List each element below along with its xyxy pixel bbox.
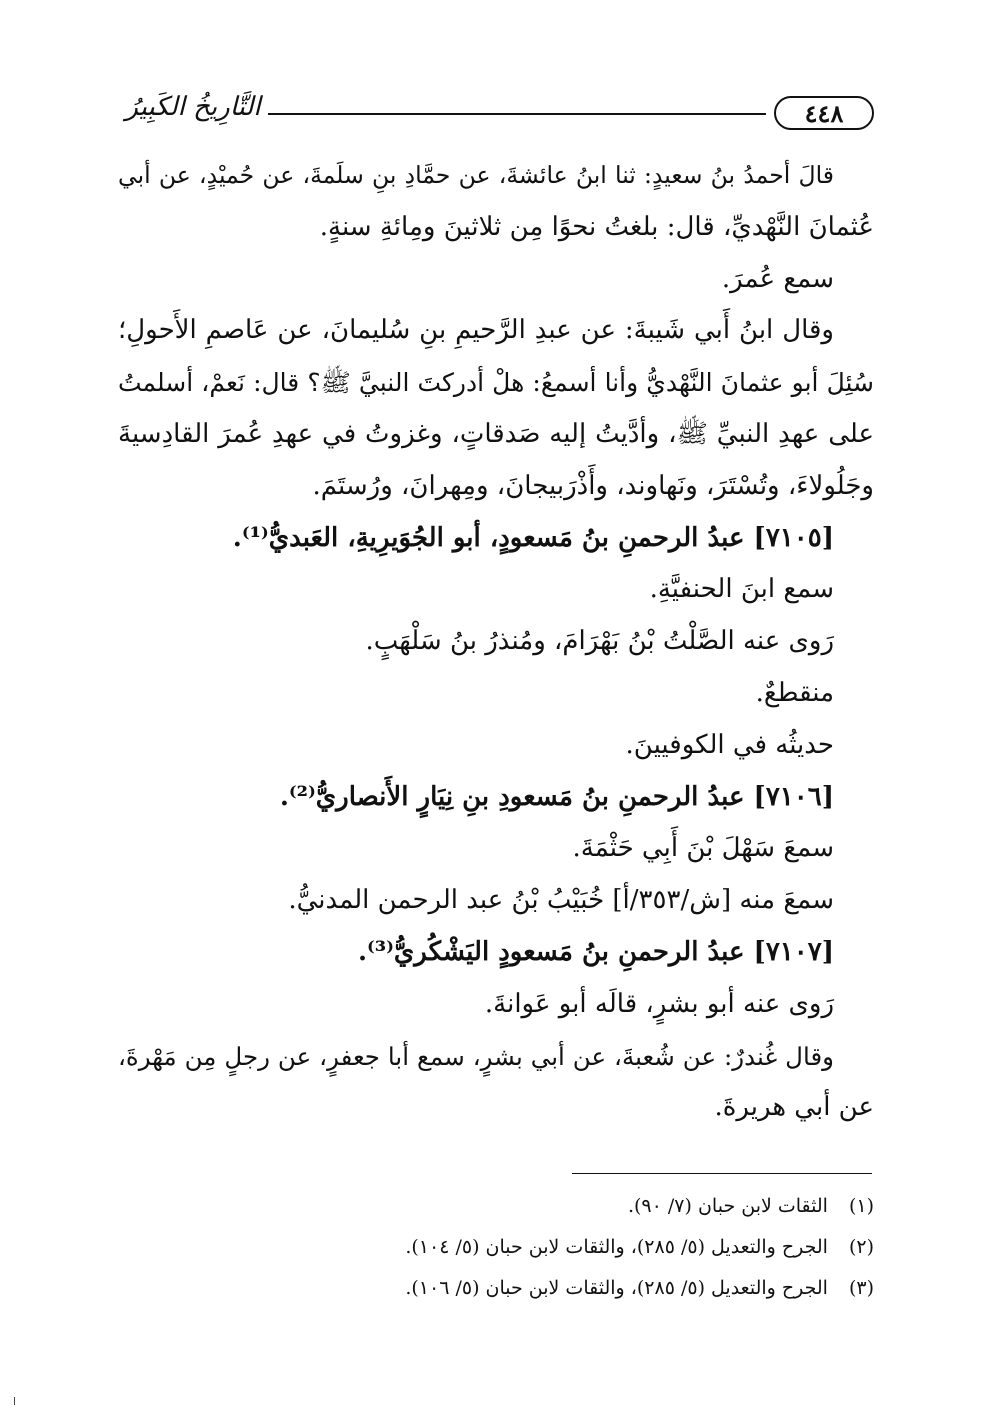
footnote-text: الثقات لابن حبان (٧/ ٩٠).	[627, 1195, 828, 1217]
footnote-mark: (٢)	[848, 1236, 874, 1258]
text-line: على عهدِ النبيِّ ﷺ، وأدَّيتُ إليه صَدقاتٍ، وغزوتُ في عهدِ عُمرَ القادِسيةَ	[118, 418, 874, 449]
scan-edge-mark	[14, 1397, 15, 1405]
text-line: رَوى عنه أبو بشرٍ، قالَه أبو عَوانةَ.	[484, 988, 834, 1019]
text-line: سمع ابنَ الحنفيَّةِ.	[649, 574, 834, 605]
text-line: سُئِلَ أبو عثمانَ النَّهْديُّ وأنا أسمعُ: هلْ أدركتَ النبيَّ ﷺ؟ قال: نَعمْ، أسلمتُ	[118, 368, 874, 398]
text-line: سمعَ سَهْلَ بْنَ أَبِي حَثْمَةَ.	[572, 833, 834, 864]
text-line: وقال ابنُ أَبي شَيبةَ: عن عبدِ الرَّحيمِ بنِ سُليمانَ، عن عَاصمِ الأَحولِ؛	[118, 315, 834, 346]
footnote-item	[118, 1186, 874, 1227]
footnote-item	[118, 1268, 874, 1309]
text-line: حديثُه في الكوفيينَ.	[625, 729, 834, 760]
header-rule	[268, 113, 766, 115]
main-text	[118, 150, 874, 1134]
book-title: التَّارِيخُ الكَبِيرُ	[125, 92, 261, 122]
text-line: عُثمانَ النَّهْديِّ، قال: بلغتُ نحوًا مِن ثلاثينَ ومِائةِ سنةٍ.	[319, 211, 874, 242]
text-line: سمع عُمرَ.	[721, 263, 834, 294]
footnotes	[118, 1186, 874, 1309]
footnote-item	[118, 1227, 874, 1268]
entry-heading-7105: [٧١٠٥] عبدُ الرحمنِ بنُ مَسعودٍ، أبو الجُوَيرِيةِ، العَبديُّ⁽¹⁾.	[232, 522, 834, 553]
text-line: سمعَ منه [ش/٣٥٣/أ] خُبَيْبُ بْنُ عبد الرحمن المدنيُّ.	[288, 885, 834, 916]
footnote-mark: (٣)	[848, 1277, 874, 1299]
text-line: وقال غُندرٌ: عن شُعبةَ، عن أبي بشرٍ، سمع أبا جعفرٍ، عن رجلٍ مِن مَهْرةَ،	[118, 1041, 834, 1071]
text-line: قالَ أحمدُ بنُ سعيدٍ: ثنا ابنُ عائشةَ، عن حمَّادِ بنِ سلَمةَ، عن حُميْدٍ، عن أبي	[118, 161, 834, 189]
entry-heading-7106: [٧١٠٦] عبدُ الرحمنِ بنُ مَسعودِ بنِ نِيَارٍ الأَنصاريُّ⁽²⁾.	[279, 781, 834, 812]
text-line: منقطعٌ.	[755, 677, 834, 708]
footnote-separator	[572, 1173, 872, 1174]
footnote-text: الجرح والتعديل (٥/ ٢٨٥)، والثقات لابن حبان (٥/ ١٠٤).	[405, 1236, 828, 1258]
text-line: رَوى عنه الصَّلْتُ بْنُ بَهْرَامَ، ومُنذرُ بنُ سَلْهَبٍ.	[365, 626, 834, 657]
page-header	[118, 92, 874, 138]
entry-heading-7107: [٧١٠٧] عبدُ الرحمنِ بنُ مَسعودٍ اليَشْكُريُّ⁽³⁾.	[358, 936, 834, 967]
text-line: عن أبي هريرةَ.	[714, 1092, 874, 1123]
footnote-text: الجرح والتعديل (٥/ ٢٨٥)، والثقات لابن حبان (٥/ ١٠٦).	[405, 1277, 828, 1299]
page-number: ٤٤٨	[774, 96, 874, 130]
text-line: وجَلُولاءَ، وتُسْتَرَ، ونَهاوند، وأَذْرَبيجانَ، ومِهرانَ، ورُستَمَ.	[312, 470, 874, 501]
footnote-mark: (١)	[848, 1195, 874, 1217]
